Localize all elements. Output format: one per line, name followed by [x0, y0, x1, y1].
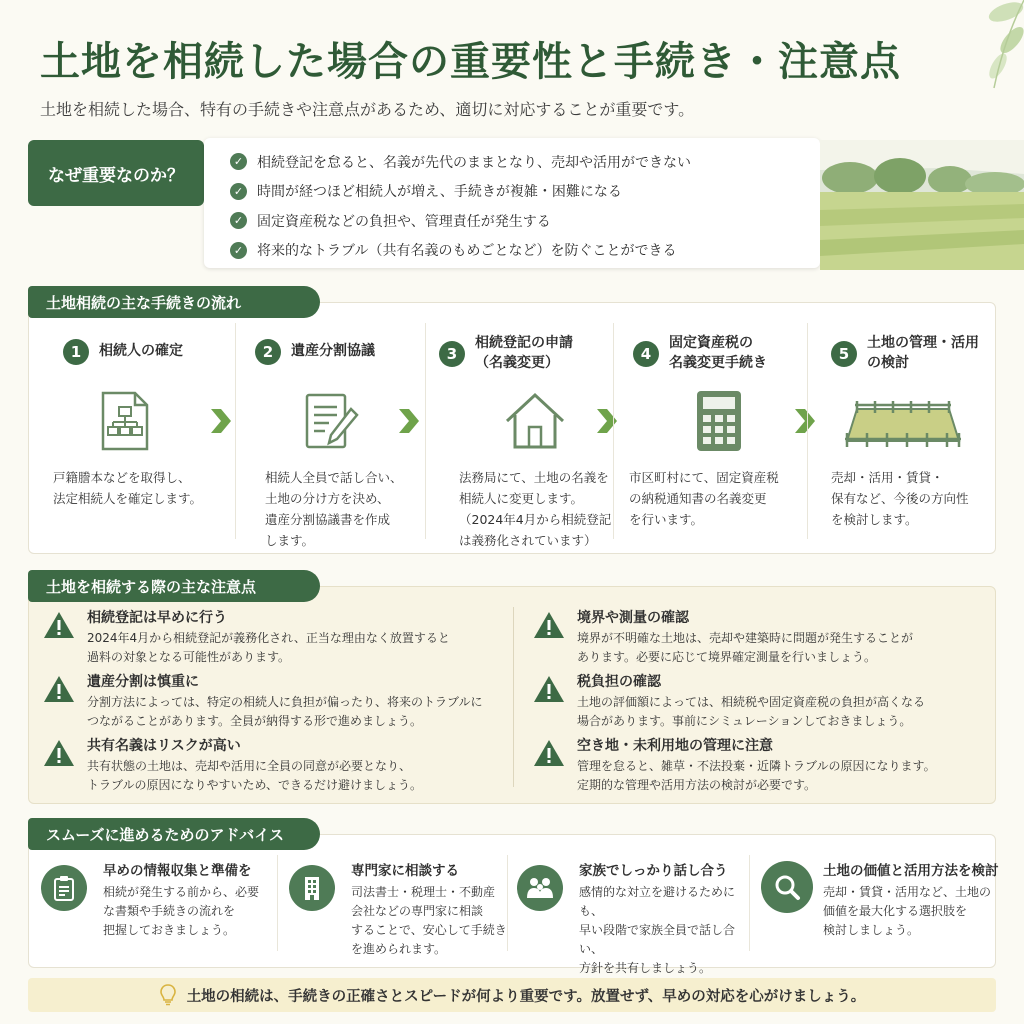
- cautions-panel: [28, 586, 996, 804]
- caution-title: 税負担の確認: [577, 674, 661, 690]
- step-title: 相続登記の申請 （名義変更）: [475, 335, 573, 371]
- advice-text: 感情的な対立を避けるためにも、 早い段階で家族全員で話し合い、 方針を共有しましょう。: [579, 885, 736, 975]
- step-number: 2: [255, 339, 281, 365]
- check-icon: ✓: [230, 183, 247, 200]
- advice-divider: [277, 855, 278, 951]
- warning-icon: [533, 611, 565, 639]
- why-item: [230, 147, 820, 177]
- procedure-flow: [28, 302, 996, 554]
- caution-text: 分割方法によっては、特定の相続人に負担が偏ったり、将来のトラブルに つながることがあります。全員が納得する形で進めましょう。: [87, 695, 483, 728]
- fenced-land-icon: [843, 389, 963, 453]
- caution-title: 境界や測量の確認: [577, 610, 689, 626]
- arrow-right-icon: [397, 409, 419, 433]
- why-item-text: 相続登記を怠ると、名義が先代のままとなり、売却や活用ができない: [257, 154, 691, 171]
- office-building-icon: [289, 865, 335, 911]
- caution-text: 2024年4月から相続登記が義務化され、正当な理由なく放置すると 過料の対象となる可能性があります。: [87, 631, 450, 664]
- arrow-right-icon: [209, 409, 231, 433]
- why-item: [230, 206, 820, 236]
- step-description: 戸籍謄本などを取得し、 法定相続人を確定します。: [53, 470, 203, 506]
- advice-title: 早めの情報収集と準備を: [103, 863, 252, 879]
- caution-text: 管理を怠ると、雑草・不法投棄・近隣トラブルの原因になります。 定期的な管理や活用方法の検討が必要です。: [577, 759, 936, 792]
- step-title: 遺産分割協議: [291, 343, 375, 359]
- farmland-landscape-image: [820, 140, 1024, 270]
- magnifier-icon: [761, 861, 813, 913]
- advice-divider: [749, 855, 750, 951]
- family-group-icon: [517, 865, 563, 911]
- caution-divider: [513, 607, 514, 787]
- flow-step-4: [613, 303, 803, 553]
- advice-text: 相続が発生する前から、必要 な書類や手続きの流れを 把握しておきましょう。: [103, 885, 260, 937]
- step-number: 3: [439, 341, 465, 367]
- advice-item: [289, 855, 519, 959]
- house-icon: [503, 389, 567, 453]
- caution-text: 共有状態の土地は、売却や活用に全員の同意が必要となり、 トラブルの原因になりやすいため、できるだけ避けましょう。: [87, 759, 423, 792]
- advice-heading: スムーズに進めるためのアドバイス: [28, 818, 320, 850]
- step-description: 売却・活用・賃貸・ 保有など、今後の方向性 を検討します。: [831, 470, 969, 527]
- advice-title: 家族でしっかり話し合う: [579, 863, 728, 879]
- advice-text: 司法書士・税理士・不動産 会社などの専門家に相談 することで、安心して手続き を進められます。: [351, 885, 507, 956]
- calculator-icon: [687, 389, 751, 453]
- step-number: 4: [633, 341, 659, 367]
- step-description: 法務局にて、土地の名義を 相続人に変更します。 （2024年4月から相続登記 は義務化されています）: [459, 470, 612, 548]
- step-description: 相続人全員で話し合い、 土地の分け方を決め、 遺産分割協議書を作成 します。: [265, 470, 403, 548]
- footer-banner: [28, 978, 996, 1012]
- advice-title: 専門家に相談する: [351, 863, 459, 879]
- why-important-label: なぜ重要なのか？: [28, 140, 204, 206]
- warning-icon: [43, 675, 75, 703]
- flow-step-5: [807, 303, 995, 553]
- footer-text: 土地の相続は、手続きの正確さとスピードが何より重要です。放置せず、早めの対応を心がけましょう。: [186, 988, 866, 1005]
- warning-icon: [533, 675, 565, 703]
- advice-text: 売却・賃貸・活用など、土地の 価値を最大化する選択肢を 検討しましょう。: [823, 885, 992, 937]
- flow-step-1: [41, 303, 231, 553]
- clipboard-icon: [41, 865, 87, 911]
- leaves-decoration-icon: [954, 0, 1024, 90]
- flow-step-3: [425, 303, 615, 553]
- caution-title: 遺産分割は慎重に: [87, 674, 199, 690]
- step-title: 相続人の確定: [99, 343, 183, 359]
- lightbulb-icon: [159, 984, 177, 1006]
- caution-text: 境界が不明確な土地は、売却や建築時に問題が発生することが あります。必要に応じて境界確定測量を行いましょう。: [577, 631, 914, 664]
- why-item-text: 時間が経つほど相続人が増え、手続きが複雑・困難になる: [257, 184, 622, 201]
- caution-title: 共有名義はリスクが高い: [87, 738, 241, 754]
- page-title: 土地を相続した場合の重要性と手続き・注意点: [40, 39, 901, 85]
- check-icon: ✓: [230, 212, 247, 229]
- advice-title: 土地の価値と活用方法を検討: [823, 863, 999, 879]
- advice-item: [41, 855, 271, 959]
- warning-icon: [43, 611, 75, 639]
- advice-item: [517, 855, 747, 975]
- family-tree-document-icon: [93, 389, 157, 453]
- warning-icon: [533, 739, 565, 767]
- advice-panel: [28, 834, 999, 975]
- step-number: 1: [63, 339, 89, 365]
- advice-item: [761, 855, 999, 959]
- flow-heading: 土地相続の主な手続きの流れ: [28, 286, 320, 318]
- step-number: 5: [831, 341, 857, 367]
- cautions-heading: 土地を相続する際の主な注意点: [28, 570, 320, 602]
- step-title: 土地の管理・活用 の検討: [867, 335, 979, 371]
- page-subtitle: 土地を相続した場合、特有の手続きや注意点があるため、適切に対応することが重要です。: [40, 100, 695, 119]
- why-item: [230, 177, 820, 207]
- step-description: 市区町村にて、固定資産税 の納税通知書の名義変更 を行います。: [629, 470, 779, 527]
- caution-title: 空き地・未利用地の管理に注意: [577, 738, 773, 754]
- why-item-text: 固定資産税などの負担や、管理責任が発生する: [257, 213, 551, 230]
- why-item-text: 将来的なトラブル（共有名義のもめごとなど）を防ぐことができる: [257, 243, 677, 260]
- caution-text: 土地の評価額によっては、相続税や固定資産税の負担が高くなる 場合があります。事前にシミュレーションしておきましょう。: [577, 695, 926, 728]
- document-pen-icon: [299, 389, 363, 453]
- advice-divider: [507, 855, 508, 951]
- check-icon: ✓: [230, 242, 247, 259]
- check-icon: ✓: [230, 153, 247, 170]
- caution-title: 相続登記は早めに行う: [87, 610, 227, 626]
- why-item: [230, 236, 820, 266]
- warning-icon: [43, 739, 75, 767]
- why-important-list: [204, 138, 820, 268]
- step-title: 固定資産税の 名義変更手続き: [669, 335, 767, 371]
